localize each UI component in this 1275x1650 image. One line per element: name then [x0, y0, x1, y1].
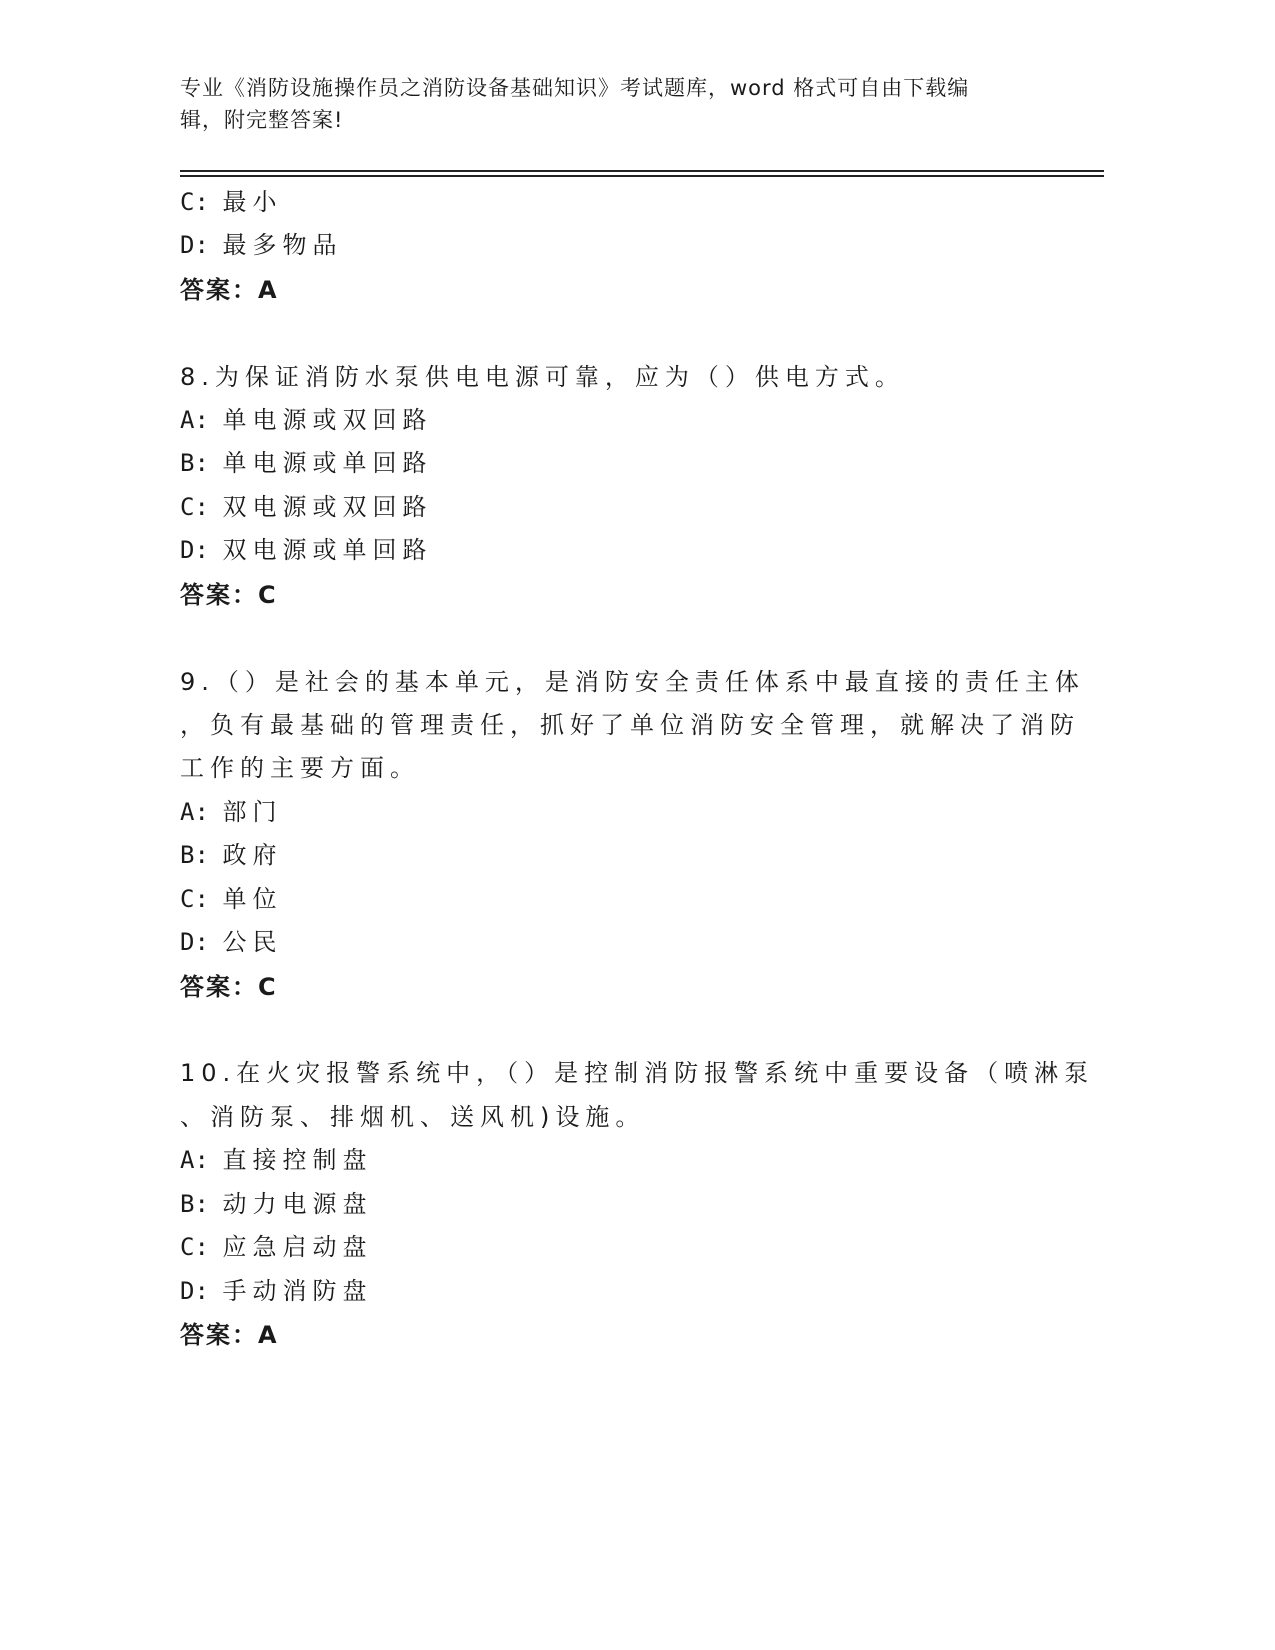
- q10-option-d: D: 手动消防盘: [180, 1277, 373, 1305]
- q10-option-c: C: 应急启动盘: [180, 1233, 373, 1261]
- q8-option-c: C: 双电源或双回路: [180, 493, 433, 521]
- q10-stem-line-1: 10.在火灾报警系统中，（）是控制消防报警系统中重要设备（喷淋泵: [180, 1059, 1095, 1087]
- q8-option-d: D: 双电源或单回路: [180, 536, 433, 564]
- q9-stem-line-2: ，负有最基础的管理责任，抓好了单位消防安全管理，就解决了消防: [180, 711, 1080, 739]
- q8-stem: 8.为保证消防水泵供电电源可靠，应为（）供电方式。: [180, 363, 905, 391]
- header-title-line-2: 辑，附完整答案!: [180, 108, 344, 132]
- q9-stem-line-3: 工作的主要方面。: [180, 754, 420, 782]
- q9-stem-line-1: 9.（）是社会的基本单元，是消防安全责任体系中最直接的责任主体: [180, 668, 1085, 696]
- q8-answer: 答案：C: [180, 581, 278, 609]
- q9-answer: 答案：C: [180, 973, 278, 1001]
- q10-answer: 答案：A: [180, 1321, 279, 1349]
- q7-option-c: C: 最小: [180, 188, 283, 216]
- q8-option-b: B: 单电源或单回路: [180, 449, 433, 477]
- q8-option-a: A: 单电源或双回路: [180, 406, 433, 434]
- q9-option-c: C: 单位: [180, 885, 283, 913]
- header-divider-bottom: [180, 175, 1104, 177]
- q7-answer: 答案：A: [180, 276, 279, 304]
- q10-option-b: B: 动力电源盘: [180, 1190, 373, 1218]
- q9-option-b: B: 政府: [180, 841, 283, 869]
- q10-stem-line-2: 、消防泵、排烟机、送风机)设施。: [180, 1103, 646, 1131]
- header-title-line-1: 专业《消防设施操作员之消防设备基础知识》考试题库，word 格式可自由下载编: [180, 76, 970, 100]
- q7-option-d: D: 最多物品: [180, 231, 343, 259]
- q9-option-d: D: 公民: [180, 928, 283, 956]
- document-header: [180, 72, 1050, 136]
- q10-option-a: A: 直接控制盘: [180, 1146, 373, 1174]
- header-divider-top: [180, 170, 1104, 172]
- q9-option-a: A: 部门: [180, 798, 283, 826]
